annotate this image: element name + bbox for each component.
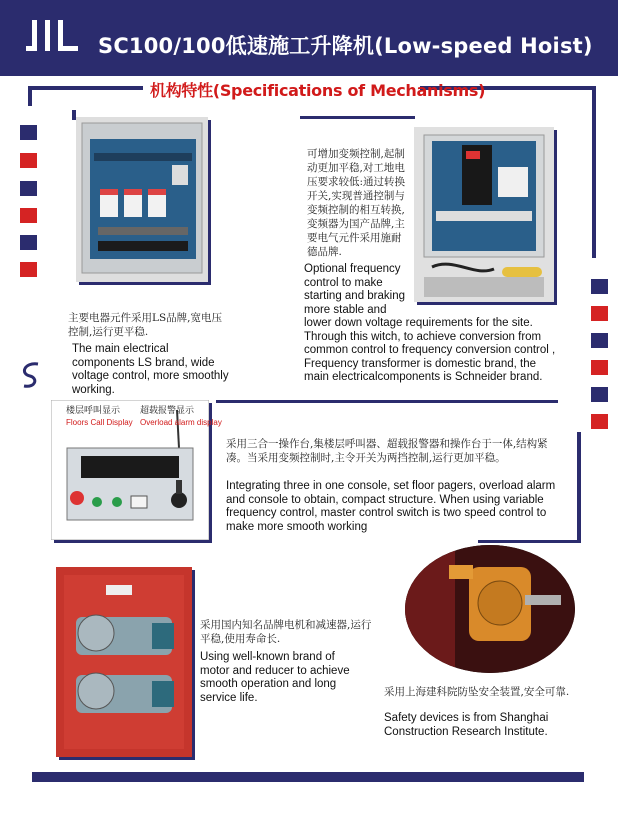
decor-square (591, 306, 608, 321)
alarm-label-zh: 超载报警显示 (140, 406, 195, 416)
block1-en-text: The main electrical components LS brand, wide voltage control, more smoothly working. (72, 343, 229, 396)
frequency-cabinet-photo (414, 127, 554, 302)
decor-square (20, 208, 37, 223)
decor-square (591, 360, 608, 375)
section-title: 机构特性(Specifications of Mechanisms) (150, 81, 486, 100)
company-logo (26, 18, 82, 58)
frame-line (300, 116, 415, 119)
decor-square (20, 125, 37, 140)
floor-call-label-zh: 楼层呼叫显示 (66, 406, 121, 416)
frame-line (28, 86, 143, 90)
block4-en-text: Using well-known brand of motor and reducer to achieve smooth operation and long service life. (200, 651, 350, 704)
safety-device-photo (405, 545, 575, 673)
decor-square (591, 333, 608, 348)
decor-square (591, 279, 608, 294)
electrical-cabinet-photo (76, 117, 208, 282)
decor-square (20, 262, 37, 277)
page-title: SC100/100低速施工升降机(Low-speed Hoist) (98, 34, 593, 58)
frame-line (478, 540, 581, 543)
block2-zh-text: 可增加变频控制,起制动更加平稳,对工地电压要求较低:通过转换开关,实现普通控制与变频控制的相互转换,变频器为国产品牌,主要电气元件采用施耐德品牌. (307, 148, 406, 258)
block4-zh-text: 采用国内知名品牌电机和减速器,运行平稳,使用寿命长. (200, 619, 372, 645)
block1-zh-text: 主要电器元件采用LS品牌,宽电压控制,运行更平稳. (68, 312, 223, 338)
frame-line (216, 400, 558, 403)
decor-square (20, 235, 37, 250)
decor-square (20, 153, 37, 168)
frame-line (592, 86, 596, 258)
block3-zh-text: 采用三合一操作台,集楼层呼叫器、超载报警器和操作台于一体,结构紧凑。当采用变频控制时,主令开关为两挡控制,运行更加平稳。 (226, 438, 548, 464)
decor-square (20, 181, 37, 196)
motor-reducer-photo (56, 567, 192, 757)
alarm-label-en: Overload alarm display (140, 418, 222, 427)
decor-square (591, 387, 608, 402)
block2-en-left-text: Optional frequency control to make starting and braking more stable and (304, 263, 406, 316)
block5-zh-text: 采用上海建科院防坠安全装置,安全可靠. (384, 686, 570, 698)
block2-en-text: lower down voltage requirements for the site. Through this witch, to achieve conversion from common control to frequency conversion control , Frequency transformer is domestic brand, the main electricalcomponents is Schneider brand. (304, 317, 556, 383)
bottom-frame-bar (32, 772, 584, 782)
decor-square (591, 414, 608, 429)
floor-call-label-en: Floors Call Display (66, 418, 133, 427)
frame-line (577, 432, 581, 542)
block5-en-text: Safety devices is from Shanghai Construction Research Institute. (384, 712, 549, 738)
block3-en-text: Integrating three in one console, set floor pagers, overload alarm and console to obtain, compact structure. When using variable frequency control, master control switch is two speed control to make more smooth working (226, 480, 556, 533)
curl-decoration (18, 360, 42, 390)
